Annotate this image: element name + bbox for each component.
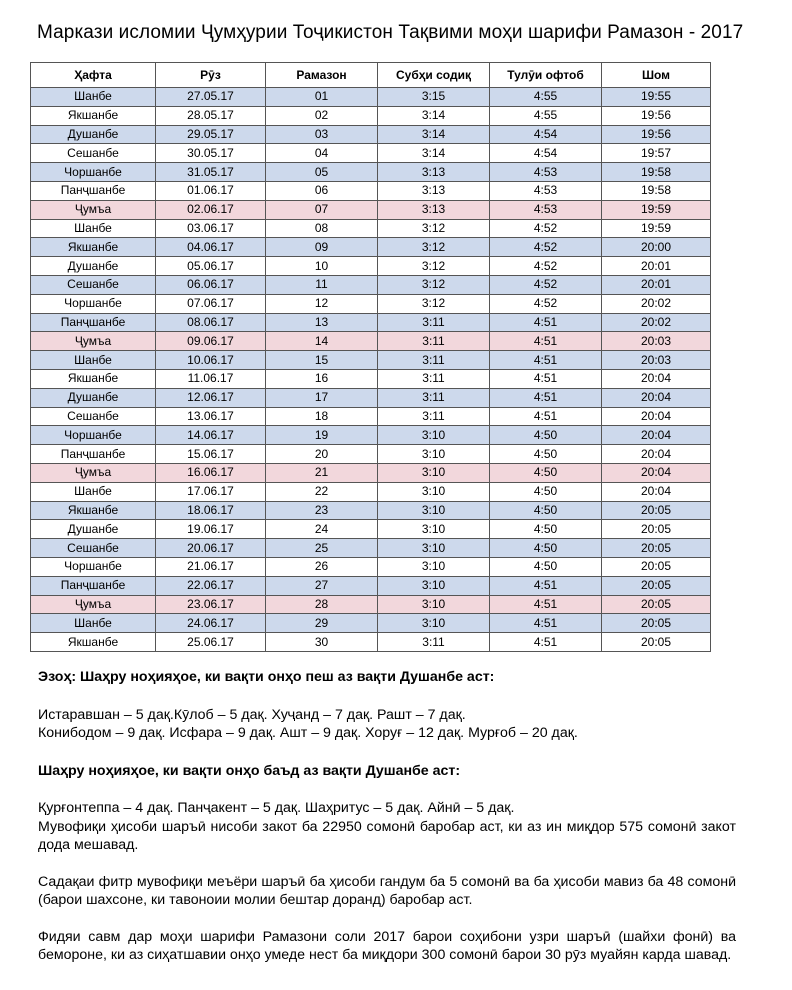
cell-maghrib: 20:05 bbox=[602, 520, 711, 539]
cell-weekday: Якшанбе bbox=[31, 106, 156, 125]
table-row bbox=[31, 163, 711, 182]
cell-weekday: Панҷшанбе bbox=[31, 445, 156, 464]
table-row bbox=[31, 426, 711, 445]
cell-sunrise: 4:51 bbox=[490, 388, 602, 407]
cell-ramadan-day: 26 bbox=[266, 557, 378, 576]
cell-maghrib: 19:59 bbox=[602, 219, 711, 238]
cell-fajr: 3:14 bbox=[378, 106, 490, 125]
cell-weekday: Ҷумъа bbox=[31, 332, 156, 351]
cell-date: 31.05.17 bbox=[156, 163, 266, 182]
table-row bbox=[31, 482, 711, 501]
cell-weekday: Якшанбе bbox=[31, 238, 156, 257]
cell-weekday: Панҷшанбе bbox=[31, 181, 156, 200]
cell-ramadan-day: 02 bbox=[266, 106, 378, 125]
fidya-paragraph: Фидяи савм дар моҳи шарифи Рамазони соли 2017 барои соҳибони узри шаръӣ (шайхи фонӣ) ва беморонe, ки аз сиҳатшавии онҳо умеде нест ба миқдори 300 сомонӣ барои 30 рӯз муайян карда шавад. bbox=[38, 928, 736, 963]
cell-sunrise: 4:50 bbox=[490, 445, 602, 464]
cell-date: 05.06.17 bbox=[156, 257, 266, 276]
cell-weekday: Сешанбе bbox=[31, 539, 156, 558]
cell-maghrib: 19:57 bbox=[602, 144, 711, 163]
cell-weekday: Чоршанбе bbox=[31, 426, 156, 445]
cell-sunrise: 4:51 bbox=[490, 614, 602, 633]
cell-ramadan-day: 03 bbox=[266, 125, 378, 144]
cell-fajr: 3:12 bbox=[378, 238, 490, 257]
cell-date: 21.06.17 bbox=[156, 557, 266, 576]
cell-maghrib: 19:59 bbox=[602, 200, 711, 219]
cell-weekday: Якшанбе bbox=[31, 633, 156, 652]
cell-date: 29.05.17 bbox=[156, 125, 266, 144]
cell-date: 30.05.17 bbox=[156, 144, 266, 163]
cell-weekday: Чоршанбе bbox=[31, 557, 156, 576]
table-row bbox=[31, 576, 711, 595]
cell-sunrise: 4:50 bbox=[490, 501, 602, 520]
cell-date: 03.06.17 bbox=[156, 219, 266, 238]
cell-sunrise: 4:50 bbox=[490, 482, 602, 501]
cell-weekday: Шанбе bbox=[31, 219, 156, 238]
cell-maghrib: 20:04 bbox=[602, 407, 711, 426]
cell-sunrise: 4:52 bbox=[490, 219, 602, 238]
table-row bbox=[31, 313, 711, 332]
cell-ramadan-day: 10 bbox=[266, 257, 378, 276]
cell-date: 07.06.17 bbox=[156, 294, 266, 313]
cell-ramadan-day: 24 bbox=[266, 520, 378, 539]
table-row bbox=[31, 125, 711, 144]
cell-date: 04.06.17 bbox=[156, 238, 266, 257]
table-row bbox=[31, 238, 711, 257]
cell-ramadan-day: 30 bbox=[266, 633, 378, 652]
cell-ramadan-day: 18 bbox=[266, 407, 378, 426]
cell-maghrib: 20:04 bbox=[602, 388, 711, 407]
cell-sunrise: 4:50 bbox=[490, 557, 602, 576]
cell-date: 19.06.17 bbox=[156, 520, 266, 539]
cell-fajr: 3:10 bbox=[378, 595, 490, 614]
cell-sunrise: 4:51 bbox=[490, 595, 602, 614]
cell-date: 27.05.17 bbox=[156, 88, 266, 107]
cell-fajr: 3:10 bbox=[378, 501, 490, 520]
cell-date: 06.06.17 bbox=[156, 275, 266, 294]
table-row bbox=[31, 407, 711, 426]
table-row bbox=[31, 88, 711, 107]
table-row bbox=[31, 520, 711, 539]
table-header-row bbox=[31, 63, 711, 88]
cell-ramadan-day: 25 bbox=[266, 539, 378, 558]
cell-fajr: 3:10 bbox=[378, 539, 490, 558]
cell-date: 28.05.17 bbox=[156, 106, 266, 125]
cell-maghrib: 20:00 bbox=[602, 238, 711, 257]
cell-maghrib: 19:58 bbox=[602, 181, 711, 200]
table-row bbox=[31, 557, 711, 576]
cell-fajr: 3:10 bbox=[378, 557, 490, 576]
cell-weekday: Ҷумъа bbox=[31, 463, 156, 482]
cell-sunrise: 4:55 bbox=[490, 106, 602, 125]
cell-maghrib: 20:02 bbox=[602, 313, 711, 332]
cell-sunrise: 4:54 bbox=[490, 125, 602, 144]
table-row bbox=[31, 332, 711, 351]
cell-sunrise: 4:54 bbox=[490, 144, 602, 163]
cell-date: 13.06.17 bbox=[156, 407, 266, 426]
cell-maghrib: 20:05 bbox=[602, 633, 711, 652]
cell-fajr: 3:10 bbox=[378, 520, 490, 539]
cell-ramadan-day: 12 bbox=[266, 294, 378, 313]
cell-maghrib: 20:04 bbox=[602, 463, 711, 482]
cell-ramadan-day: 27 bbox=[266, 576, 378, 595]
table-row bbox=[31, 614, 711, 633]
earlier-cities-heading: Эзоҳ: Шаҳру ноҳияҳое, ки вақти онҳо пеш аз вақти Душанбе аст: bbox=[38, 669, 495, 685]
header-sunrise: Тулӯи офтоб bbox=[490, 63, 602, 88]
page-title: Маркази исломии Ҷумҳурии Тоҷикистон Тақвими моҳи шарифи Рамазон - 2017 bbox=[37, 22, 744, 43]
cell-fajr: 3:14 bbox=[378, 144, 490, 163]
cell-maghrib: 19:56 bbox=[602, 125, 711, 144]
cell-fajr: 3:10 bbox=[378, 482, 490, 501]
cell-fajr: 3:13 bbox=[378, 163, 490, 182]
later-cities-heading: Шаҳру ноҳияҳое, ки вақти онҳо баъд аз вақти Душанбе аст: bbox=[38, 762, 461, 779]
cell-date: 01.06.17 bbox=[156, 181, 266, 200]
cell-fajr: 3:12 bbox=[378, 275, 490, 294]
cell-date: 16.06.17 bbox=[156, 463, 266, 482]
cell-fajr: 3:11 bbox=[378, 351, 490, 370]
cell-sunrise: 4:51 bbox=[490, 576, 602, 595]
cell-sunrise: 4:51 bbox=[490, 369, 602, 388]
cell-maghrib: 19:56 bbox=[602, 106, 711, 125]
cell-ramadan-day: 16 bbox=[266, 369, 378, 388]
cell-sunrise: 4:50 bbox=[490, 539, 602, 558]
earlier-cities-line-1: Истаравшан – 5 дақ.Кӯлоб – 5 дақ. Хуҷанд – 7 дақ. Рашт – 7 дақ. bbox=[38, 706, 466, 723]
cell-date: 23.06.17 bbox=[156, 595, 266, 614]
table-row bbox=[31, 181, 711, 200]
cell-maghrib: 20:01 bbox=[602, 257, 711, 276]
ramadan-calendar-table bbox=[30, 62, 711, 652]
cell-weekday: Панҷшанбе bbox=[31, 313, 156, 332]
cell-maghrib: 20:02 bbox=[602, 294, 711, 313]
cell-fajr: 3:13 bbox=[378, 200, 490, 219]
header-ramadan: Рамазон bbox=[266, 63, 378, 88]
cell-fajr: 3:13 bbox=[378, 181, 490, 200]
cell-sunrise: 4:51 bbox=[490, 313, 602, 332]
zakat-paragraph: Мувофиқи ҳисоби шаръӣ нисоби закот ба 22950 сомонӣ баробар аст, ки аз ин миқдор 575 сомонӣ закот дода мешавад. bbox=[38, 818, 736, 853]
header-fajr: Субҳи содиқ bbox=[378, 63, 490, 88]
table-row bbox=[31, 595, 711, 614]
cell-ramadan-day: 20 bbox=[266, 445, 378, 464]
cell-weekday: Душанбе bbox=[31, 388, 156, 407]
cell-maghrib: 20:05 bbox=[602, 539, 711, 558]
cell-ramadan-day: 17 bbox=[266, 388, 378, 407]
cell-fajr: 3:14 bbox=[378, 125, 490, 144]
cell-date: 24.06.17 bbox=[156, 614, 266, 633]
cell-weekday: Чоршанбе bbox=[31, 163, 156, 182]
cell-ramadan-day: 21 bbox=[266, 463, 378, 482]
cell-maghrib: 20:05 bbox=[602, 557, 711, 576]
header-date: Рӯз bbox=[156, 63, 266, 88]
cell-maghrib: 20:05 bbox=[602, 501, 711, 520]
cell-sunrise: 4:51 bbox=[490, 633, 602, 652]
cell-weekday: Душанбе bbox=[31, 257, 156, 276]
earlier-cities-line-2: Конибодом – 9 дақ. Исфара – 9 дақ. Ашт – 9 дақ. Хоруғ – 12 дақ. Мурғоб – 20 дақ. bbox=[38, 725, 578, 741]
cell-ramadan-day: 05 bbox=[266, 163, 378, 182]
cell-sunrise: 4:55 bbox=[490, 88, 602, 107]
cell-date: 09.06.17 bbox=[156, 332, 266, 351]
cell-ramadan-day: 15 bbox=[266, 351, 378, 370]
cell-fajr: 3:11 bbox=[378, 388, 490, 407]
cell-sunrise: 4:51 bbox=[490, 351, 602, 370]
cell-fajr: 3:10 bbox=[378, 614, 490, 633]
table-row bbox=[31, 463, 711, 482]
cell-fajr: 3:15 bbox=[378, 88, 490, 107]
table-row bbox=[31, 144, 711, 163]
cell-date: 11.06.17 bbox=[156, 369, 266, 388]
cell-maghrib: 20:05 bbox=[602, 576, 711, 595]
cell-maghrib: 20:03 bbox=[602, 351, 711, 370]
cell-fajr: 3:11 bbox=[378, 369, 490, 388]
cell-maghrib: 20:04 bbox=[602, 482, 711, 501]
cell-fajr: 3:11 bbox=[378, 407, 490, 426]
cell-ramadan-day: 14 bbox=[266, 332, 378, 351]
cell-maghrib: 20:04 bbox=[602, 445, 711, 464]
cell-sunrise: 4:52 bbox=[490, 257, 602, 276]
table-row bbox=[31, 539, 711, 558]
cell-maghrib: 20:05 bbox=[602, 614, 711, 633]
cell-ramadan-day: 29 bbox=[266, 614, 378, 633]
cell-fajr: 3:12 bbox=[378, 219, 490, 238]
cell-ramadan-day: 08 bbox=[266, 219, 378, 238]
cell-date: 14.06.17 bbox=[156, 426, 266, 445]
cell-fajr: 3:10 bbox=[378, 576, 490, 595]
cell-date: 22.06.17 bbox=[156, 576, 266, 595]
cell-sunrise: 4:53 bbox=[490, 200, 602, 219]
cell-ramadan-day: 19 bbox=[266, 426, 378, 445]
cell-ramadan-day: 13 bbox=[266, 313, 378, 332]
cell-weekday: Душанбе bbox=[31, 125, 156, 144]
cell-maghrib: 19:55 bbox=[602, 88, 711, 107]
cell-weekday: Сешанбе bbox=[31, 144, 156, 163]
table-row bbox=[31, 351, 711, 370]
cell-weekday: Шанбе bbox=[31, 88, 156, 107]
cell-weekday: Чоршанбе bbox=[31, 294, 156, 313]
table-row bbox=[31, 200, 711, 219]
cell-date: 17.06.17 bbox=[156, 482, 266, 501]
cell-fajr: 3:11 bbox=[378, 633, 490, 652]
cell-ramadan-day: 22 bbox=[266, 482, 378, 501]
cell-sunrise: 4:52 bbox=[490, 275, 602, 294]
table-row bbox=[31, 275, 711, 294]
cell-ramadan-day: 28 bbox=[266, 595, 378, 614]
cell-ramadan-day: 04 bbox=[266, 144, 378, 163]
table-row bbox=[31, 369, 711, 388]
table-row bbox=[31, 294, 711, 313]
cell-weekday: Якшанбе bbox=[31, 501, 156, 520]
cell-maghrib: 20:04 bbox=[602, 426, 711, 445]
cell-date: 15.06.17 bbox=[156, 445, 266, 464]
cell-date: 02.06.17 bbox=[156, 200, 266, 219]
table-row bbox=[31, 219, 711, 238]
cell-weekday: Ҷумъа bbox=[31, 595, 156, 614]
cell-sunrise: 4:50 bbox=[490, 426, 602, 445]
cell-weekday: Душанбе bbox=[31, 520, 156, 539]
table-row bbox=[31, 257, 711, 276]
cell-ramadan-day: 09 bbox=[266, 238, 378, 257]
cell-weekday: Шанбе bbox=[31, 482, 156, 501]
cell-sunrise: 4:52 bbox=[490, 294, 602, 313]
cell-date: 18.06.17 bbox=[156, 501, 266, 520]
later-cities-line-1: Қурғонтеппа – 4 дақ. Панҷакент – 5 дақ. Шаҳритус – 5 дақ. Айнӣ – 5 дақ. bbox=[38, 800, 515, 816]
table-row bbox=[31, 633, 711, 652]
cell-ramadan-day: 01 bbox=[266, 88, 378, 107]
cell-fajr: 3:10 bbox=[378, 445, 490, 464]
cell-weekday: Панҷшанбе bbox=[31, 576, 156, 595]
cell-maghrib: 20:04 bbox=[602, 369, 711, 388]
table-row bbox=[31, 388, 711, 407]
cell-fajr: 3:11 bbox=[378, 313, 490, 332]
cell-ramadan-day: 06 bbox=[266, 181, 378, 200]
cell-weekday: Якшанбе bbox=[31, 369, 156, 388]
table-row bbox=[31, 106, 711, 125]
cell-weekday: Ҷумъа bbox=[31, 200, 156, 219]
cell-maghrib: 19:58 bbox=[602, 163, 711, 182]
cell-sunrise: 4:50 bbox=[490, 463, 602, 482]
cell-fajr: 3:10 bbox=[378, 426, 490, 445]
cell-sunrise: 4:53 bbox=[490, 163, 602, 182]
table-row bbox=[31, 501, 711, 520]
fitr-paragraph: Садақаи фитр мувофиқи меъёри шаръӣ ба ҳисоби гандум ба 5 сомонӣ ва ба ҳисоби мавиз ба 48 сомонӣ (барои шахсоне, ки тавоноии молии бештар доранд) баробар аст. bbox=[38, 873, 736, 908]
cell-date: 25.06.17 bbox=[156, 633, 266, 652]
cell-weekday: Шанбе bbox=[31, 351, 156, 370]
cell-ramadan-day: 07 bbox=[266, 200, 378, 219]
cell-date: 20.06.17 bbox=[156, 539, 266, 558]
header-week: Ҳафта bbox=[31, 63, 156, 88]
cell-sunrise: 4:50 bbox=[490, 520, 602, 539]
cell-date: 10.06.17 bbox=[156, 351, 266, 370]
cell-ramadan-day: 23 bbox=[266, 501, 378, 520]
cell-fajr: 3:12 bbox=[378, 294, 490, 313]
cell-sunrise: 4:52 bbox=[490, 238, 602, 257]
cell-sunrise: 4:51 bbox=[490, 407, 602, 426]
cell-maghrib: 20:05 bbox=[602, 595, 711, 614]
cell-ramadan-day: 11 bbox=[266, 275, 378, 294]
cell-fajr: 3:11 bbox=[378, 332, 490, 351]
cell-weekday: Сешанбе bbox=[31, 275, 156, 294]
cell-maghrib: 20:01 bbox=[602, 275, 711, 294]
cell-weekday: Шанбе bbox=[31, 614, 156, 633]
header-maghrib: Шом bbox=[602, 63, 711, 88]
notes-section bbox=[38, 668, 748, 965]
cell-sunrise: 4:51 bbox=[490, 332, 602, 351]
cell-sunrise: 4:53 bbox=[490, 181, 602, 200]
cell-date: 12.06.17 bbox=[156, 388, 266, 407]
table-row bbox=[31, 445, 711, 464]
cell-fajr: 3:12 bbox=[378, 257, 490, 276]
table-body bbox=[31, 88, 711, 652]
cell-fajr: 3:10 bbox=[378, 463, 490, 482]
cell-date: 08.06.17 bbox=[156, 313, 266, 332]
cell-weekday: Сешанбе bbox=[31, 407, 156, 426]
cell-maghrib: 20:03 bbox=[602, 332, 711, 351]
